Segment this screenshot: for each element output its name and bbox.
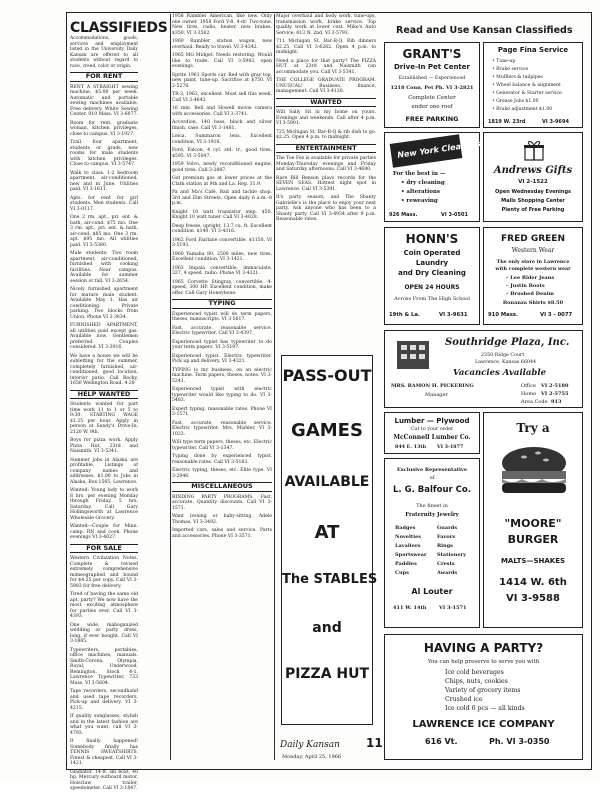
mcconnell-lumber-ad (384, 412, 480, 454)
honns-sub1: Coin Operated (403, 249, 461, 257)
ad-text: 1960 Rambler station wagon, new overhaul. Ready to travel. VI 3-4342. (172, 39, 272, 50)
pass-out-games-ad (281, 355, 378, 725)
ad-text: 1959 Volvo, newly reconditioned engine, good tires. Call 3-2887. (172, 162, 272, 173)
moore-malts: MALTS—SHAKES (500, 557, 566, 565)
page-fina-ad (483, 42, 583, 128)
ad-text: Will Sally Sit in my home on yours. Evenings and weekends. Call after 4 p.m. VI 3-5901. (276, 110, 376, 126)
section-for-sale: FOR SALE (70, 544, 138, 554)
ad-text: Leica, Summaron lens. Excellent condition. VI 3-1916. (172, 134, 272, 145)
ad-text: Summer jobs in Alaska are profitable. Listings of company names and addresses. $1.00 to Jobs in Alaska, Box 1565, Lawrence. (70, 457, 138, 485)
fina-item: • Brake adjustment $1.00 (492, 107, 553, 112)
ad-text: Students wanted for part time work 11 to 1 or 5 to 9:30. STARTING WAGE $1.25 per hour. Apply in person at Sandy's Drive-In, 2120 W. 9th. (70, 402, 138, 435)
moore-burger-ad (483, 412, 583, 628)
fina-item: • Mufflers & tailpipes (492, 75, 543, 80)
balfour-ad (384, 458, 480, 628)
ad-text: Imported cars, sales and service. Parts and accessories. Phone VI 3-3571. (172, 528, 272, 539)
ad-text: Tired of having the same old apt. party? We now have the most exciting atmosphere for parties ever. Call VI 3-4393. (70, 592, 138, 619)
ad-text: Western Civilization Notes. Complete & revised extremely comprehensive mimeographed and bound for $4.25 per copy. Call VI 3-5983 for free delivery. (70, 556, 138, 589)
southridge-plaza-ad (384, 330, 583, 408)
balfour-item: Rings (437, 543, 454, 549)
balfour-rep: Al Louter (411, 587, 453, 596)
lumber-phone: VI 3-1877 (437, 444, 464, 450)
fredgreen-tag1: The only store in Lawrence (496, 259, 570, 265)
ad-text: Ford, Falcon, 4 cyl. std. tr., good tires. $595. VI 3-5047. (172, 148, 272, 159)
ad-text: One wide, mahoganized wedding or party dress, long, if ever bought. Call VI 3-1865. (70, 622, 138, 644)
balfour-excl2: of (429, 475, 435, 481)
cleaners-item: • alterations (401, 189, 440, 195)
moore-try: Try a (516, 421, 550, 435)
ad-text: Tape recorders, secondhand and used tape recorders. Pick-up and delivery. VI 3-4215. (70, 689, 138, 711)
fina-phone: VI 3-9694 (542, 119, 569, 125)
classifieds-title: CLASSIFIEDS (70, 20, 168, 36)
moore-name2: BURGER (507, 533, 559, 546)
section-help-wanted: HELP WANTED (70, 390, 138, 400)
ad-text: Trail, four apartment, students or grads, new rooms for male students with kitchen privileges. Close to campus. VI 3-5747. (70, 140, 138, 167)
ice-item: Ice cold 6 pcs — all kinds (445, 705, 525, 712)
balfour-item: Lavaliers (395, 543, 421, 549)
grants-line2: under one roof (411, 104, 453, 110)
ad-text: Male students: Two room apartment, air-conditioned, furnished with cooking facilities. Near campus. Available for summer session or fall. VI 3-2654. (70, 251, 138, 284)
ad-line: The STABLES (282, 572, 378, 587)
column-rule (170, 14, 171, 760)
ad-text: Typewriters, portables, office machines, manuals. Smith-Corona, Olympia, Royal, Underwood, Remington. Stock 4-1. Lawrence Typewriter, 733 Mass. VI 3-5604. (70, 647, 138, 686)
balfour-excl1: Exclusive Representative (396, 467, 468, 473)
andrews-gifts-ad (483, 132, 583, 222)
ad-line: PIZZA HUT (284, 666, 370, 682)
moore-phone: VI 3-9588 (506, 593, 560, 604)
fredgreen-item: – Justin Boots (506, 283, 545, 289)
ad-line: AVAILABLE (284, 474, 370, 490)
andrews-name: Andrews Gifts (493, 165, 573, 176)
ad-text: RENT A STRAIGHT sewing machine, $5.00 per week. Automatic and portable sewing machines available. Free delivery. White Sewing Center. 910 Mass. VI 3-6077. (70, 84, 138, 117)
ad-text: One 2 rm. apt., pri. ent. & bath, air-cond. $75 mo. One 3 rm. apt., pri. ent. & bath, air-cond. $85 mo. One 3 rm. apt. $95 mo. All utilities paid. VI 3-5380. (70, 215, 138, 248)
balfour-item: Stationery (437, 552, 467, 558)
fina-item: • Wheel balance & alignment (492, 83, 561, 88)
ad-text: Pa and Ma's Café. Bait and tackle shop. 3rd and Elm Streets. Open daily 6 a.m.–8 p.m. (172, 190, 272, 206)
southridge-home-phone: VI 2-5755 (541, 391, 569, 397)
ad-text: Need a place for that party? The PIZZA HUT at 23rd and Naismith can accommodate you. Call VI 3-5341. (276, 58, 376, 75)
cleaners-item: • dry cleaning (401, 180, 445, 186)
section-miscellaneous: MISCELLANEOUS (172, 482, 272, 492)
balfour-item: Badges (395, 525, 416, 531)
ad-text: 725 Michigan St. Bar-B-Q & rib dish to go. $2.25. Open 4 p.m. to midnight. (276, 129, 376, 140)
grants-address: 1218 Conn. Pet Ph. VI 3-2821 (390, 85, 474, 91)
southridge-manager-title: Manager (425, 392, 448, 398)
ad-text: Will type term papers, theses, etc. Electric typewriter. Call VI 3-1347. (172, 440, 272, 451)
column-rule (274, 14, 275, 760)
fina-item: • Tune-up (492, 59, 516, 64)
ad-text: Experienced typist will do term papers, theses, manuscripts. VI 3-5617. (172, 311, 272, 322)
cleaners-brand: New York Cleaners (396, 139, 482, 160)
ice-phone: Ph. VI 3-0350 (489, 737, 550, 746)
ice-address: 616 Vt. (425, 737, 458, 746)
grants-name: GRANT'S (402, 47, 462, 61)
paper-name: Daily Kansan (280, 740, 340, 750)
fredgreen-tag2: with complete western wear (495, 266, 571, 272)
ice-company-name: LAWRENCE ICE COMPANY (412, 719, 555, 730)
building-icon (393, 337, 433, 371)
right-header: Read and Use Kansan Classifieds (396, 25, 573, 36)
balfour-best2: Fraternity Jewelry (405, 512, 459, 518)
ice-lead: You can help preserve to serve you with (427, 659, 540, 665)
cleaners-item: • reweaving (401, 198, 438, 204)
ad-text: 1965 Corvette Stingray, convertible, 4-speed, 300 HP. Excellent condition, make offer. Call Gary Honeybone. (172, 279, 272, 296)
ad-line: AT (314, 522, 340, 543)
southridge-office-label: Office (521, 383, 537, 389)
grants-line1: Complete Center (408, 95, 456, 101)
ad-text: FURNISHED APARTMENT, all utilities paid except gas. Available now. Gentlemen preferred. Couples considered. VI 3-3916. (70, 323, 138, 350)
ad-text: Accordion, 140 bass, black and silver finish, case. Call VI 3-1481. (172, 120, 272, 131)
hamburger-icon (498, 443, 570, 503)
honns-hours: OPEN 24 HOURS (404, 284, 460, 291)
southridge-city: Lawrence, Kansas 66044 (475, 360, 537, 365)
ad-text: Wanted: Young lady to work 8 hrs. per evening Monday through Friday. 5 hrs. Saturday. Call Gary Hollingsworth at Lawrence Wholesale Grocery. (70, 488, 138, 521)
fredgreen-address: 910 Mass. (488, 312, 519, 318)
ad-text: Typing done by experienced typist, reasonable rates. Call VI 3-5183. (172, 454, 272, 465)
andrews-line1: Open Wednesday Evenings (494, 189, 571, 195)
fina-title: Page Fina Service (497, 46, 569, 54)
ad-text: Apts. for rent for girl students. Men students. Call VI 3-0117. (70, 195, 138, 212)
issue-date: Monday, April 25, 1966 (282, 754, 342, 760)
ad-text: Nicely furnished apartment for mature male student. Available May 1. Has air conditioning. Private parking. Two blocks from Union. Phone VI 3-3634. (70, 287, 138, 320)
ad-text: THE COLLEGE GRADUATE PROGRAM. UNUSUAL! Business, finance, management. Call VI 3-4120. (276, 78, 376, 94)
ad-text: Experienced typist with electric typewriter would like typing to do. VI 3-5483. (172, 387, 272, 403)
ad-text: TR-3, 1962, excellent. Must sell this week. Call VI 3-4642. (172, 92, 272, 103)
ad-text: Fast, accurate, reasonable service. Electric typewriter. Call VI 3-4397. (172, 325, 272, 336)
ad-text: Walk to class. 1-2 bedroom apartment, air-conditioned, new and in June. Utilities paid. VI 3-1611. (70, 170, 138, 192)
andrews-line3: Plenty of Free Parking (501, 207, 565, 213)
cleaners-phone: VI 3-0501 (441, 212, 468, 218)
ad-text: Wanted—Couple for Minn. camp. RN and cook. Phone evenings VI 3-4027. (70, 524, 138, 540)
moore-name1: "MOORE" (504, 517, 562, 530)
grants-est: Established — Experienced (398, 76, 466, 81)
grants-line3: FREE PARKING (405, 115, 459, 123)
ad-line: and (312, 620, 342, 636)
ad-text: 711 Michigan St. Bar-B-Q. Rib dinners $2.25. Call VI 3-6262. Open 4 p.m. to midnight. (276, 39, 376, 55)
andrews-line2: Malls Shopping Center (501, 198, 565, 204)
ad-text: Room for rent, graduate woman, kitchen privileges, close to campus. VI 3-1927. (70, 120, 138, 137)
ad-text: Fast, accurate, reasonable service. Electric typewriter. Mrs. Mishler, VI 3-1023. (172, 420, 272, 437)
ad-text: Major overhaul and body work, tune-ups, transmission work, brake service. Top quality work at lower cost. Mike's Auto Service, 613 N. 2nd. VI 3-5793. (276, 14, 376, 36)
lumber-sub: Cut to your order (410, 427, 454, 432)
balfour-address: 411 W. 14th (393, 605, 427, 611)
ad-text: Want ironing or baby-sitting. Adele Thomas, VI 3-3492. (172, 514, 272, 525)
ad-text: TYPING is my business, on an electric machine. Term papers, theses, notes. VI 3-5241. (172, 367, 272, 384)
ad-text: Electric typing, theses, etc. Elite type. VI 3-2946. (172, 468, 272, 479)
ad-text: We have a house we will be subletting for the summer, completely furnished, air-conditioned, good location, interior patio. Call Rocky, 1656 Wellington Road. 4-28 (70, 353, 138, 386)
ad-text: BINDING PARTY PROGRAMS. Fast, accurate. Quantity discounts. Call VI 3-1571. (172, 494, 272, 511)
lumber-company: McConnell Lumber Co. (393, 434, 471, 441)
southridge-area-code: 913 (551, 399, 562, 405)
fredgreen-item: – Lee Rider Jeans (506, 275, 555, 281)
fredgreen-phone: VI 3 - 0077 (540, 312, 573, 318)
fredgreen-item: – Brushed Denim (506, 291, 554, 297)
ad-text: 1965 MG Midget. Needs restoring. Would like to trade. Call VI 3-5983, open evenings. (172, 53, 272, 69)
lawrence-ice-ad (384, 634, 583, 760)
classifieds-intro: Accommodations, goods, services and employment listed in the University Daily Kansan are offered to all students without regard to race, creed, color or origin. (70, 36, 138, 69)
cleaners-address: 926 Mass. (389, 212, 418, 218)
fina-address: 1819 W. 23rd (488, 119, 526, 125)
ad-text: Knight 10 watt transistor amp. $50. Knight 10 watt tuner. Call VI 3-4028. (172, 209, 272, 220)
balfour-item: Paddles (395, 561, 417, 567)
ad-text: Experienced typist. Electric typewriter. Pick up and delivery. VI 3-4321. (172, 353, 272, 364)
ad-text: Expert typing, reasonable rates. Phone VI 3-1571. (172, 406, 272, 417)
classifieds-column-2 (172, 14, 272, 760)
balfour-name: L. G. Balfour Co. (393, 485, 471, 495)
fina-item: • Brake service (492, 67, 529, 72)
balfour-item: Crests (437, 561, 455, 567)
honns-name: HONN'S (405, 232, 459, 246)
ad-text: 1963 Impala convertible, immaculate, 327, 4 speed, radio. Phone VI 3-4321. (172, 265, 272, 276)
lumber-address: 844 E. 13th (395, 444, 427, 450)
honns-laundry-ad (384, 227, 480, 325)
ad-text: Experienced typist has typewriter to do your term papers. VI 3-5197. (172, 339, 272, 350)
ad-text: It's party season, and The Shanty Gabrielle's is the place to enjoy your next party. Ask anyone who has been to a Shanty party. Call VI 3-4934 after 9 p.m. Reasonable rates. (276, 195, 376, 222)
new-york-cleaners-ad (384, 132, 480, 222)
balfour-item: Guards (437, 525, 458, 531)
grants-sub: Drive-In Pet Center (394, 63, 470, 71)
section-for-rent: FOR RENT (70, 72, 138, 82)
southridge-manager-name: MRS. RAMON H. PICKERING (391, 383, 474, 389)
southridge-home-label: Home (521, 391, 537, 397)
balfour-item: Novelties (395, 534, 422, 540)
grants-ad (384, 42, 480, 128)
ice-item: Ice cold beverages (445, 669, 504, 676)
fina-item: • Grease Jobs $1.00 (492, 99, 539, 104)
ad-text: 1960 Yamaha 80, 2500 miles, new tires. Excellent condition. VI 3-1421. (172, 251, 272, 262)
classifieds-column-3 (276, 14, 376, 360)
honns-address: 19th & La. (389, 312, 420, 318)
balfour-item: Awards (437, 570, 458, 576)
classifieds-column-1 (70, 20, 168, 791)
lumber-title: Lumber — Plywood (394, 417, 470, 425)
fredgreen-line: Bonanza Shirts $8.50 (502, 300, 564, 306)
honns-sub2: Laundry (415, 259, 449, 267)
ad-text: If quality sunglasses, stylish and in the latest fashion are what you want, call VI 3-4793. (70, 714, 138, 736)
fina-item: • Generator & Starter service (492, 91, 562, 96)
honns-location: Across From The High School (394, 296, 470, 302)
ad-text: 16 mm. Bell and Howell movie camera with accessories. Call VI 3-3741. (172, 106, 272, 117)
ice-headline: HAVING A PARTY? (423, 641, 544, 655)
ad-text: The Toe Fez is available for private parties Monday-Thursday evenings and Friday and Saturday afternoons. Call VI 3-4680. (276, 156, 376, 172)
ice-item: Chips, nuts, cookies (445, 678, 508, 685)
ad-text: Gladiator, 14-ft. ski boat, 40 hp. Mercury outboard motor, Holsclaw trailer, speedometer. Call VI 3-1847. (70, 769, 138, 791)
ad-text: 1958 Rambler American, like new. Only one owner. 1958 Ford V-8, 4-dr. Two-tone. New tires, radio, heater, new brakes. $350. VI 3-3562. (172, 14, 272, 36)
ad-text: 1962 Ford Fairlane convertible. $1150. VI 3-5193. (172, 237, 272, 248)
section-typing: TYPING (172, 299, 272, 309)
moore-address: 1414 W. 6th (499, 577, 567, 588)
fred-green-ad (483, 227, 583, 325)
ice-item: Variety of grocery items (445, 687, 521, 694)
ad-text: Deep freeze, upright, 13.7 cu. ft. Excellent condition. $140. VI 3-4316. (172, 223, 272, 234)
fredgreen-name: FRED GREEN (501, 234, 565, 244)
ad-text: Got premium gas at lower prices at the Clark station at 9th and La. Reg. 31.9. (172, 176, 272, 187)
balfour-item: Cups (395, 570, 409, 576)
southridge-street: 2350 Ridge Court (481, 353, 525, 358)
cleaners-tag: For the best in — (393, 171, 446, 177)
gift-box-icon (522, 139, 546, 161)
andrews-phone: VI 2-1522 (518, 179, 548, 185)
southridge-office-phone: VI 2-5180 (541, 383, 569, 389)
honns-sub3: and Dry Cleaning (398, 269, 466, 277)
section-wanted: WANTED (276, 98, 376, 108)
page-number: 11 (366, 736, 383, 750)
ad-text: Boys for pizza work. Apply Pizza Hut, 23rd and Naismith. VI 3-5341. (70, 438, 138, 454)
section-entertainment: ENTERTAINMENT (276, 144, 376, 154)
ad-line: PASS-OUT (282, 366, 372, 385)
southridge-area-label: Area Code (521, 399, 548, 405)
balfour-phone: VI 3-1571 (439, 605, 467, 611)
balfour-item: Favors (437, 534, 456, 540)
southridge-name: Southridge Plaza, Inc. (445, 337, 570, 348)
southridge-headline: Vacancies Available (453, 368, 546, 378)
balfour-item: Sportswear (395, 552, 427, 558)
ad-text: Rare Bill Benson plays records for the SEVEN SEAS. Hottest night spot in Lawrence. Call VI 3-5391. (276, 175, 376, 192)
ad-text: It finally happened! Somebody finally has TENNIS SWEATSHIRTS. Finest & cheapest. Call VI 3-1421. (70, 739, 138, 766)
ad-text: Sprite 1961 Sports car. Red with gray top, new paint, tune-up. Sacrifice at $750. VI 2-5278. (172, 72, 272, 89)
honns-phone: VI 3-9631 (439, 312, 468, 318)
balfour-best1: The finest in (416, 503, 448, 509)
ad-line: GAMES (291, 420, 363, 441)
fredgreen-sub: Western Wear (511, 247, 555, 254)
ice-item: Crushed ice (445, 696, 483, 703)
